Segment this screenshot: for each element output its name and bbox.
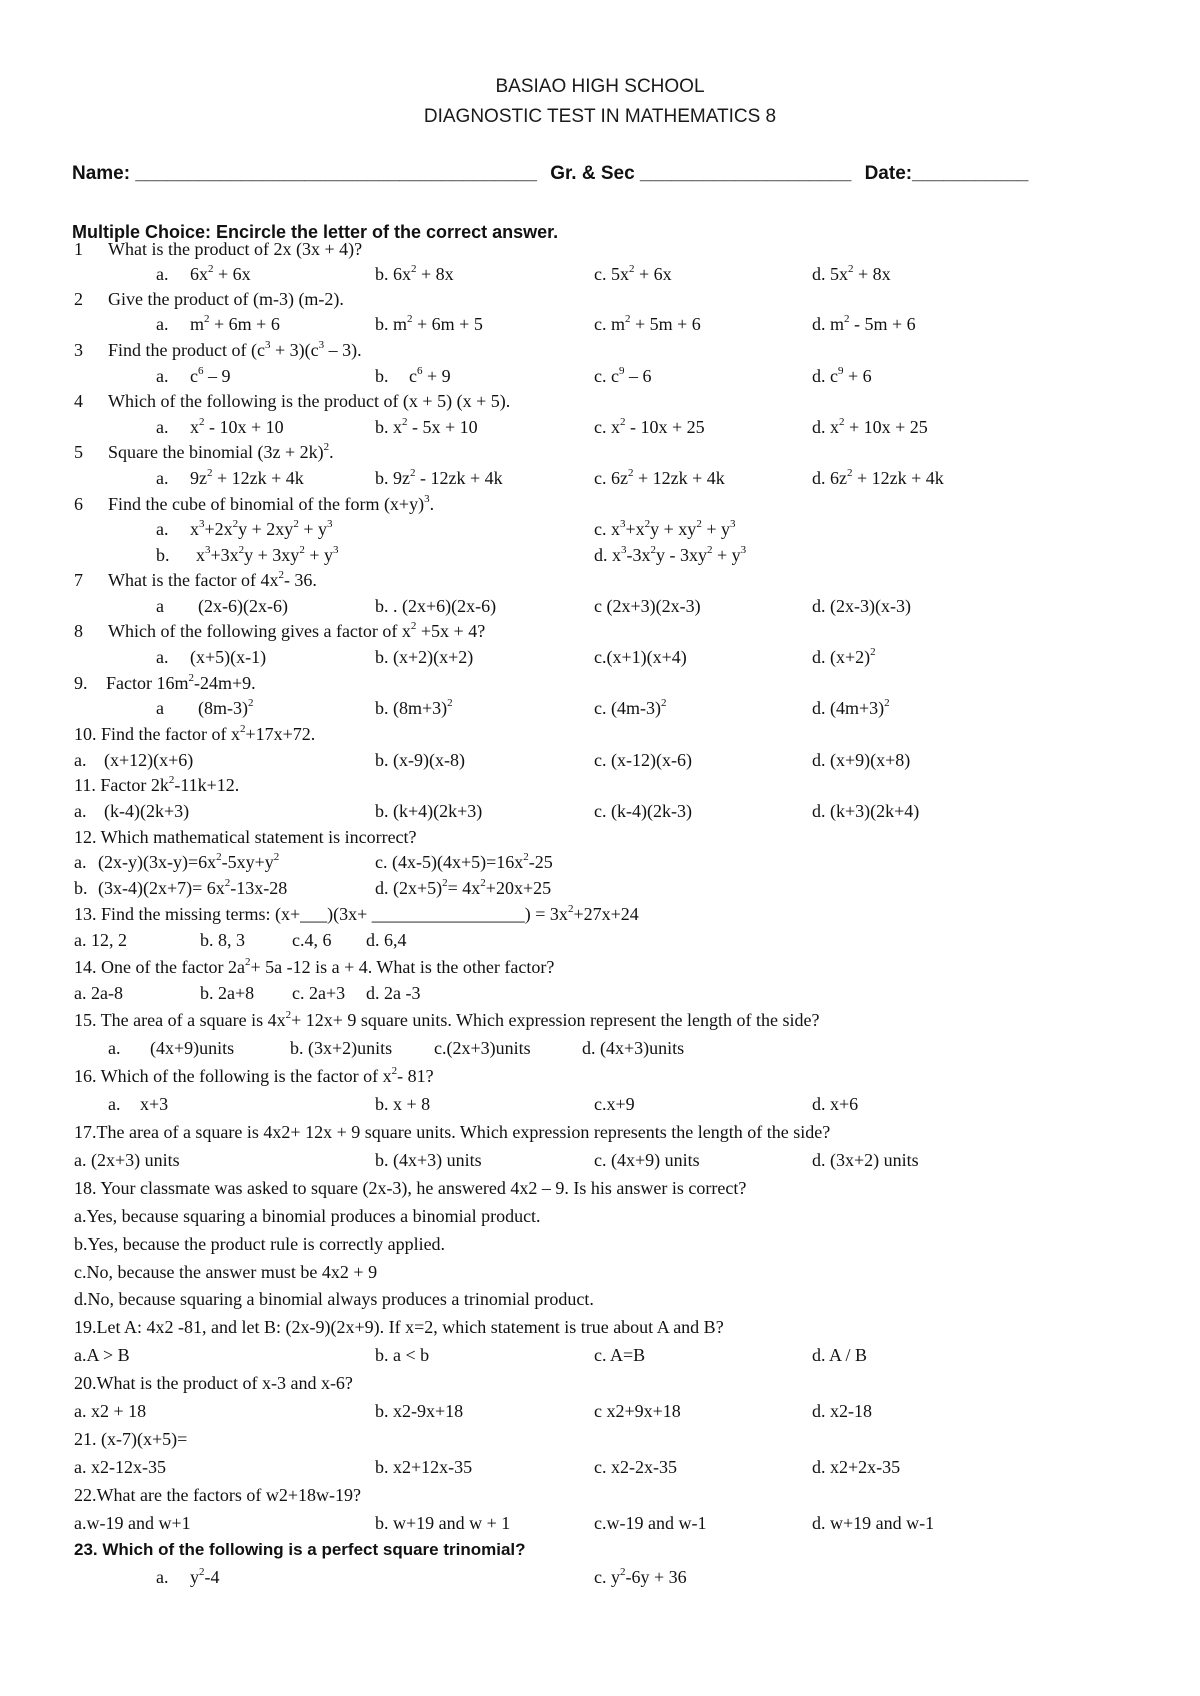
question-line-34: a. <box>108 1094 121 1114</box>
answer-option[interactable]: b. x2+12x-35 <box>375 1457 473 1477</box>
answer-option[interactable]: b. a < b <box>375 1345 430 1365</box>
answer-option[interactable]: Give the product of (m-3) (m-2). <box>108 289 344 309</box>
answer-option[interactable]: $(2x-y)(3x-y)=6x^2-5xy+y^2$ <box>98 851 280 872</box>
question-line-17: a. <box>156 647 169 667</box>
answer-option[interactable]: c. $6z^2 + 12zk + 4k$ <box>594 467 725 488</box>
answer-option[interactable]: b. $(8m+3)^2$ <box>375 697 453 718</box>
answer-option[interactable]: b. 8, 3 <box>200 930 245 950</box>
answer-option[interactable]: c.x+9 <box>594 1094 635 1114</box>
answer-option[interactable]: c. $c^9 - 6$ <box>594 365 652 386</box>
answer-option[interactable]: $c^6 + 9$ <box>409 365 451 386</box>
answer-option[interactable]: c. $x^3+x^2y + xy^2 + y^3$ <box>594 518 736 539</box>
question-line-49: a.w-19 and w+1 <box>74 1513 191 1533</box>
answer-option[interactable]: What is the product of 2x (3x + 4)? <box>108 239 363 259</box>
answer-option[interactable]: $y^2-4$ <box>190 1566 220 1587</box>
answer-option[interactable]: $x^2 - 10x + 10$ <box>190 416 284 437</box>
answer-option[interactable]: b. $m^2 + 6m + 5$ <box>375 313 483 334</box>
answer-option[interactable]: c. $m^2 + 5m + 6$ <box>594 313 701 334</box>
answer-option[interactable]: c. $(4m-3)^2$ <box>594 697 667 718</box>
answer-option[interactable]: d. $x^3-3x^2y - 3xy^2 + y^3$ <box>594 544 747 565</box>
answer-option[interactable]: b. $9z^2 - 12zk + 4k$ <box>375 467 503 488</box>
answer-option[interactable]: d. $5x^2 + 8x$ <box>812 263 891 284</box>
answer-option[interactable]: (x+5)(x-1) <box>190 647 267 667</box>
question-line-38: a.Yes, because squaring a binomial produces a binomial product. <box>74 1206 541 1226</box>
answer-option[interactable]: b. x2-9x+18 <box>375 1401 464 1421</box>
answer-option[interactable]: d. $6z^2 + 12zk + 4k$ <box>812 467 944 488</box>
question-line-3: 2 <box>74 289 83 309</box>
question-line-30: a. 2a-8 <box>74 983 123 1003</box>
question-line-16: 8 <box>74 621 83 641</box>
answer-option[interactable]: (x+12)(x+6) <box>104 750 194 770</box>
question-line-13: b. <box>156 545 170 565</box>
question-line-36: a. (2x+3) units <box>74 1150 180 1170</box>
answer-option[interactable]: d. $(4m+3)^2$ <box>812 697 890 718</box>
answer-option[interactable]: d. $(x+2)^2$ <box>812 646 876 667</box>
answer-option[interactable]: d. A / B <box>812 1345 868 1365</box>
question-line-11: 6 <box>74 494 83 514</box>
question-line-4: a. <box>156 314 169 334</box>
answer-option[interactable]: x+3 <box>140 1094 169 1114</box>
answer-option[interactable]: $m^2 + 6m + 6$ <box>190 313 280 334</box>
question-line-31: 15. The area of a square is $4x^2+ 12x+ 9$ square units. Which expression represent the length of the side? <box>74 1009 820 1030</box>
question-line-37: 18. Your classmate was asked to square (2x-3), he answered 4x2 – 9. Is his answer is correct? <box>74 1178 747 1198</box>
answer-option[interactable]: b. $x^2 - 5x + 10$ <box>375 416 478 437</box>
answer-option[interactable]: c. x2-2x-35 <box>594 1457 677 1477</box>
question-line-6: a. <box>156 366 169 386</box>
question-line-21: a. <box>74 750 87 770</box>
question-line-47: a. x2-12x-35 <box>74 1457 166 1477</box>
answer-option[interactable]: c. (x-12)(x-6) <box>594 750 692 770</box>
question-line-9: 5 <box>74 442 83 462</box>
answer-option[interactable]: b. (x-9)(x-8) <box>375 750 465 770</box>
answer-option[interactable]: b. (x+2)(x+2) <box>375 647 474 667</box>
answer-option[interactable]: b. 2a+8 <box>200 983 255 1003</box>
answer-option[interactable]: d. (x+9)(x+8) <box>812 750 911 770</box>
answer-option[interactable]: b. . (2x+6)(2x-6) <box>375 596 497 616</box>
answer-option[interactable]: b. (k+4)(2k+3) <box>375 801 483 821</box>
answer-option[interactable]: d. x+6 <box>812 1094 859 1114</box>
answer-option[interactable]: c. 2a+3 <box>292 983 346 1003</box>
answer-option[interactable]: b. $6x^2 + 8x$ <box>375 263 454 284</box>
answer-option[interactable]: c. (4x+9) units <box>594 1150 700 1170</box>
question-line-48: 22.What are the factors of w2+18w-19? <box>74 1485 362 1505</box>
question-line-29: 14. One of the factor $2a^2+ 5a$ -12 is a + 4. What is the other factor? <box>74 956 555 977</box>
answer-option[interactable]: Square the binomial $(3z + 2k)^2$. <box>108 441 334 462</box>
question-line-18: 9. <box>74 673 88 693</box>
answer-option[interactable]: d. $x^2 + 10x + 25$ <box>812 416 928 437</box>
answer-option[interactable]: b. (4x+3) units <box>375 1150 482 1170</box>
answer-option[interactable]: b. <box>375 366 389 386</box>
answer-option[interactable]: $6x^2 + 6x$ <box>190 263 251 284</box>
question-line-35: 17.The area of a square is 4x2+ 12x + 9 square units. Which expression represents the length of the side? <box>74 1122 831 1142</box>
instructions: Multiple Choice: Encircle the letter of the correct answer. <box>72 222 559 242</box>
question-line-43: a.A > B <box>74 1345 130 1365</box>
answer-option[interactable]: (2x-6)(2x-6) <box>198 596 288 616</box>
question-line-15: a <box>156 596 164 616</box>
question-line-33: 16. Which of the following is the factor of $x^2-$ 81? <box>74 1065 434 1086</box>
answer-option[interactable]: c. A=B <box>594 1345 646 1365</box>
answer-option[interactable]: c. $y^2-6y + 36$ <box>594 1566 687 1587</box>
section-field-label[interactable]: Gr. & Sec ____________________ <box>550 163 852 184</box>
answer-option[interactable]: Factor $16m^2-24m+9$. <box>106 672 256 693</box>
question-line-19: a <box>156 698 164 718</box>
answer-option[interactable]: (k-4)(2k+3) <box>104 801 190 821</box>
answer-option[interactable]: c (2x+3)(2x-3) <box>594 596 701 616</box>
answer-option[interactable]: $9z^2 + 12zk + 4k$ <box>190 467 304 488</box>
question-line-28: a. 12, 2 <box>74 930 127 950</box>
date-field-label[interactable]: Date:___________ <box>864 163 1029 184</box>
question-line-27: 13. Find the missing terms: (x+___)(3x+ _________________) = $3x^2+27x+24$ <box>74 903 639 924</box>
answer-option[interactable]: d. w+19 and w-1 <box>812 1513 935 1533</box>
question-line-20: 10. Find the factor of $x^2+17x+72$. <box>74 723 316 744</box>
answer-option[interactable]: (4x+9)units <box>150 1038 235 1058</box>
answer-option[interactable]: Find the cube of binomial of the form $(x+y)^3$. <box>108 493 435 514</box>
question-line-14: 7 <box>74 570 83 590</box>
question-line-23: a. <box>74 801 87 821</box>
answer-option[interactable]: b. w+19 and w + 1 <box>375 1513 511 1533</box>
question-line-44: 20.What is the product of x-3 and x-6? <box>74 1373 353 1393</box>
question-line-50: 23. Which of the following is a perfect square trinomial? <box>74 1540 526 1559</box>
answer-option[interactable]: c.(x+1)(x+4) <box>594 647 687 667</box>
answer-option[interactable]: $x^3+2x^2y + 2xy^2 + y^3$ <box>190 518 333 539</box>
answer-option[interactable]: d. $c^9 + 6$ <box>812 365 872 386</box>
answer-option[interactable]: c. $x^2 - 10x + 25$ <box>594 416 705 437</box>
question-line-46: 21. (x-7)(x+5)= <box>74 1429 188 1449</box>
question-line-8: a. <box>156 417 169 437</box>
answer-option[interactable]: d. (3x+2) units <box>812 1150 919 1170</box>
answer-option[interactable]: d. (k+3)(2k+4) <box>812 801 920 821</box>
answer-option[interactable]: c. (k-4)(2k-3) <box>594 801 692 821</box>
answer-option[interactable]: $(8m-3)^2$ <box>198 697 254 718</box>
answer-option[interactable]: Which of the following is the product of (x + 5) (x + 5). <box>108 391 511 411</box>
answer-option[interactable]: $x^3+3x^2y + 3xy^2 + y^3$ <box>196 544 339 565</box>
answer-option[interactable]: Find the product of $(c^3 + 3)(c^3 - 3)$. <box>108 339 362 360</box>
question-line-42: 19.Let A: 4x2 -81, and let B: (2x-9)(2x+9). If x=2, which statement is true about A and B? <box>74 1317 724 1337</box>
answer-option[interactable]: $(3x-4)(2x+7)= 6x^2-13x-28$ <box>98 877 288 898</box>
answer-option[interactable]: c.4, 6 <box>292 930 332 950</box>
answer-option[interactable]: d. $m^2 - 5m + 6$ <box>812 313 916 334</box>
question-line-12: a. <box>156 519 169 539</box>
question-line-40: c.No, because the answer must be 4x2 + 9 <box>74 1262 378 1282</box>
answer-option[interactable]: d. 2a -3 <box>366 983 421 1003</box>
answer-option[interactable]: d. (2x-3)(x-3) <box>812 596 911 616</box>
answer-option[interactable]: c. $5x^2 + 6x$ <box>594 263 672 284</box>
test-title: DIAGNOSTIC TEST IN MATHEMATICS 8 <box>423 106 777 127</box>
question-line-10: a. <box>156 468 169 488</box>
question-line-41: d.No, because squaring a binomial always produces a trinomial product. <box>74 1289 594 1309</box>
answer-option[interactable]: b. (3x+2)units <box>290 1038 393 1058</box>
question-line-25: a. <box>74 852 87 872</box>
question-line-1: 1 <box>74 239 83 259</box>
answer-option[interactable]: Which of the following gives a factor of $x^2 +5x + 4$? <box>108 620 486 641</box>
answer-option[interactable]: $c^6 - 9$ <box>190 365 231 386</box>
question-line-32: a. <box>108 1038 121 1058</box>
answer-option[interactable]: d. x2-18 <box>812 1401 872 1421</box>
question-line-51: a. <box>156 1567 169 1587</box>
answer-option[interactable]: What is the factor of $4x^2-$ 36. <box>108 569 317 590</box>
question-line-2: a. <box>156 264 169 284</box>
answer-option[interactable]: c.(2x+3)units <box>434 1038 531 1058</box>
question-line-26: b. <box>74 878 88 898</box>
answer-option[interactable]: d. (4x+3)units <box>582 1038 685 1058</box>
answer-option[interactable]: c.w-19 and w-1 <box>594 1513 707 1533</box>
school-name: BASIAO HIGH SCHOOL <box>495 76 705 97</box>
question-line-7: 4 <box>74 391 83 411</box>
question-line-45: a. x2 + 18 <box>74 1401 147 1421</box>
answer-option[interactable]: d. 6,4 <box>366 930 407 950</box>
name-field-label[interactable]: Name: ______________________________________ <box>72 163 537 184</box>
answer-option[interactable]: b. x + 8 <box>375 1094 431 1114</box>
question-line-39: b.Yes, because the product rule is correctly applied. <box>74 1234 446 1254</box>
question-line-24: 12. Which mathematical statement is incorrect? <box>74 827 417 847</box>
answer-option[interactable]: c. $(4x-5)(4x+5)=16x^2-25$ <box>375 851 553 872</box>
answer-option[interactable]: c x2+9x+18 <box>594 1401 681 1421</box>
question-line-5: 3 <box>74 340 83 360</box>
answer-option[interactable]: d. $(2x+5)^2= 4x^2+20x+25$ <box>375 877 552 898</box>
answer-option[interactable]: d. x2+2x-35 <box>812 1457 901 1477</box>
question-line-22: 11. Factor $2k^2-11k+12$. <box>74 774 240 795</box>
